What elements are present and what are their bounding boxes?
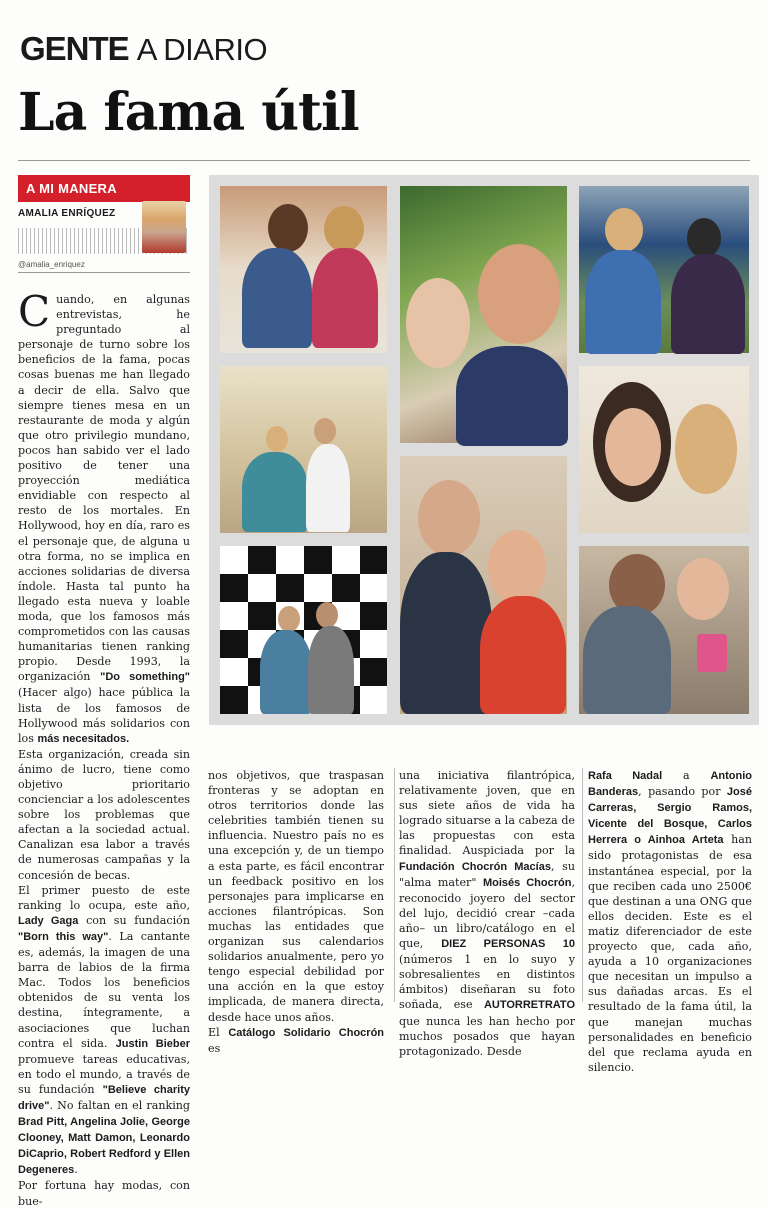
paragraph: Esta organización, creada sin ánimo de lucro, tiene como objetivo prioritario concienciar a los adolescentes sobre los problemas que afectan a la sociedad actual. Canalizan esa labor a través de numerosas campañas y la concesión de becas. xyxy=(18,747,190,882)
text-run: El xyxy=(208,1025,220,1039)
photo-figure xyxy=(242,452,308,532)
photo-figure xyxy=(316,602,338,628)
text-run: . No faltan en el ranking xyxy=(49,1098,190,1112)
bold-run: Fundación Chocrón Macías xyxy=(399,860,551,873)
bold-run: Rafa Nadal xyxy=(588,770,663,782)
paragraph: Por fortuna hay modas, con bue- xyxy=(18,1179,190,1208)
photo-gallery xyxy=(209,175,759,725)
section-header xyxy=(20,30,267,70)
bold-run: Moisés Chocrón xyxy=(482,876,572,889)
text-run: con su fundación xyxy=(78,913,190,927)
photo-figure xyxy=(488,530,546,604)
photo-figure xyxy=(456,346,568,446)
photo-figure xyxy=(278,606,300,632)
bold-run: AUTORRETRATO xyxy=(483,999,575,1012)
photo-gallery-interior xyxy=(220,366,387,533)
text-run: El primer puesto de este ranking lo ocupa, este año, xyxy=(18,883,190,912)
author-handle: @amalia_enriquez xyxy=(18,260,85,269)
article-column-3 xyxy=(399,768,575,1058)
photo-figure xyxy=(583,606,671,714)
author-name: AMALIA ENRÍQUEZ xyxy=(18,208,116,219)
paragraph xyxy=(18,287,191,747)
photo-figure xyxy=(308,626,354,714)
paragraph: nos objetivos, que traspasan fronteras y se adoptan en otros territorios donde las celebrities también tienen su influencia. Nuestro país no es una excepción y, de un tiempo a esta parte, es fácil encontrar un feedback positivo en los personajes para implicarse en acciones filantrópicas. Son muchas las entidades que organizan sus calendarios solidarios anualmente, pero yo tengo especial debilidad por una acción en la que estoy implicada, de manera directa, desde hace unos años. xyxy=(208,769,384,1024)
bold-run: Brad Pitt, Angelina Jolie, George Clooney, Matt Damon, Leonardo DiCaprio, Robert Redford y Ellen Degeneres xyxy=(18,1116,190,1177)
bold-run: "Do something" xyxy=(100,671,191,684)
divider xyxy=(18,160,750,161)
photo-two-women-close xyxy=(579,366,749,533)
photo-figure xyxy=(687,218,721,258)
article-column-4 xyxy=(588,768,753,1074)
photo-figure xyxy=(677,558,729,620)
photo-figure xyxy=(675,404,737,494)
text-run: a xyxy=(662,769,690,782)
paragraph xyxy=(588,768,752,1075)
text-run: . La cantante es, además, la imagen de una barra de labios de la firma Mac. Todos los beneficios obtenidos de su venta los destina, íntegramente, a asociaciones que luchan contra el sida. xyxy=(18,929,190,1050)
photo-selfie-two xyxy=(400,186,567,443)
bold-run: "Born this way" xyxy=(18,930,109,943)
headline: La fama útil xyxy=(18,82,359,143)
dropcap: C xyxy=(18,287,51,336)
photo-figure xyxy=(418,480,480,556)
photo-figure xyxy=(400,552,492,714)
text-run: promueve tareas educativas, en todo el mundo, a través de su fundación xyxy=(18,1052,190,1096)
photo-figure xyxy=(324,206,364,252)
photo-figure xyxy=(671,254,745,354)
bold-run: Antonio Banderas xyxy=(588,770,753,799)
photo-stadium xyxy=(579,186,749,353)
bold-run: "Believe charity drive" xyxy=(18,1083,191,1112)
photo-figure xyxy=(605,208,643,252)
photo-figure xyxy=(314,418,336,444)
author-avatar xyxy=(142,201,186,253)
photo-figure xyxy=(585,250,661,354)
photo-figure xyxy=(406,278,470,368)
photo-figure xyxy=(266,426,288,452)
text-run: han sido protagonistas de esa instantánea especial, por la que reciben cada uno 2500€ que destinan a una ONG que ellos deciden. Este es el matiz diferenciador de este proyecto que, cada año, ayuda a 10 organizaciones que necesitan un impulso a sus dañadas arcas. Es el resultado de la fama útil, la que manejan muchas personalidades en beneficio del que reclama ayuda en silencio. xyxy=(588,833,752,1074)
photo-figure xyxy=(306,444,350,532)
section-header-strong: GENTE xyxy=(20,30,129,67)
paragraph xyxy=(18,883,190,1179)
text-run: (Hacer algo) hace pública la lista de los famosos de Hollywood más solidarios con los xyxy=(18,686,190,745)
photo-figure xyxy=(268,204,308,252)
text-run: , su "alma mater" xyxy=(399,859,575,889)
section-header-light: A DIARIO xyxy=(136,32,268,67)
article-column-2 xyxy=(208,768,385,1055)
text-run: . xyxy=(74,1163,78,1177)
photo-checkered-wall xyxy=(220,546,387,714)
photo-man-and-woman xyxy=(400,456,567,714)
text-run: una iniciativa filantrópica, relativamente joven, que en sus siete años de vida ha logrado situarse a la cabeza de las propuestas con esta finalidad. Auspiciada por la xyxy=(399,769,575,858)
photo-two-women-sofa xyxy=(220,186,387,353)
column-tag: A MI MANERA xyxy=(18,175,190,202)
photo-figure xyxy=(260,630,312,714)
photo-figure xyxy=(242,248,312,348)
article-column-1 xyxy=(18,287,191,1208)
bold-run: DIEZ PERSONAS 10 xyxy=(441,938,575,951)
bold-run: José Carreras, Sergio Ramos, Vicente del Bosque, Carlos Herrera o Ainhoa Arteta xyxy=(588,786,752,847)
text-run: es xyxy=(208,1041,221,1055)
column-divider xyxy=(582,768,583,1002)
divider xyxy=(18,272,190,273)
text-run: (números 1 en lo suyo y sobresalientes en distintos ámbitos) diseñaran su foto soñada, ese xyxy=(399,953,575,1012)
photo-figure xyxy=(312,248,378,348)
text-run: que nunca les han hecho por muchos posados que hayan protagonizado. Desde xyxy=(399,1014,575,1058)
text-run: uando, en algunas entrevistas, he preguntado al personaje de turno sobre los beneficios de la fama, pocas cosas buenas me han llegado a decir de ella. Salvo que siempre tienes mesa en un restaurante de moda y algún que otro privilegio mundano, pocos han sabido ver el lado positivo de tener una proyección mediática envidiable con respecto al resto de los mortales. En Hollywood, hoy en día, raro es el personaje que, de alguna u otra forma, no se implica en acciones solidarias de diversa índole. Hasta tal punto ha llegado esta nueva y loable moda, que los famosos más comprometidos con las causas humanitarias tienen ranking propio. Desde 1993, la organización xyxy=(18,293,190,684)
phone-icon xyxy=(697,634,727,672)
bold-run: Justin Bieber xyxy=(115,1037,191,1050)
bold-run: Lady Gaga xyxy=(18,914,79,927)
paragraph xyxy=(208,1025,384,1056)
photo-figure xyxy=(480,596,566,714)
photo-selfie-phone xyxy=(579,546,749,714)
text-run: , reconocido joyero del sector del lujo, decidió crear –cada año– un libro/catálogo en el que, xyxy=(399,875,575,951)
photo-figure xyxy=(478,244,560,344)
bold-run: más necesitados. xyxy=(37,732,130,745)
text-run: , pasando por xyxy=(638,785,721,799)
bold-run: Catálogo Solidario Chocrón xyxy=(228,1026,385,1039)
paragraph xyxy=(399,768,575,1059)
photo-figure xyxy=(605,408,661,486)
column-divider xyxy=(394,768,395,1002)
